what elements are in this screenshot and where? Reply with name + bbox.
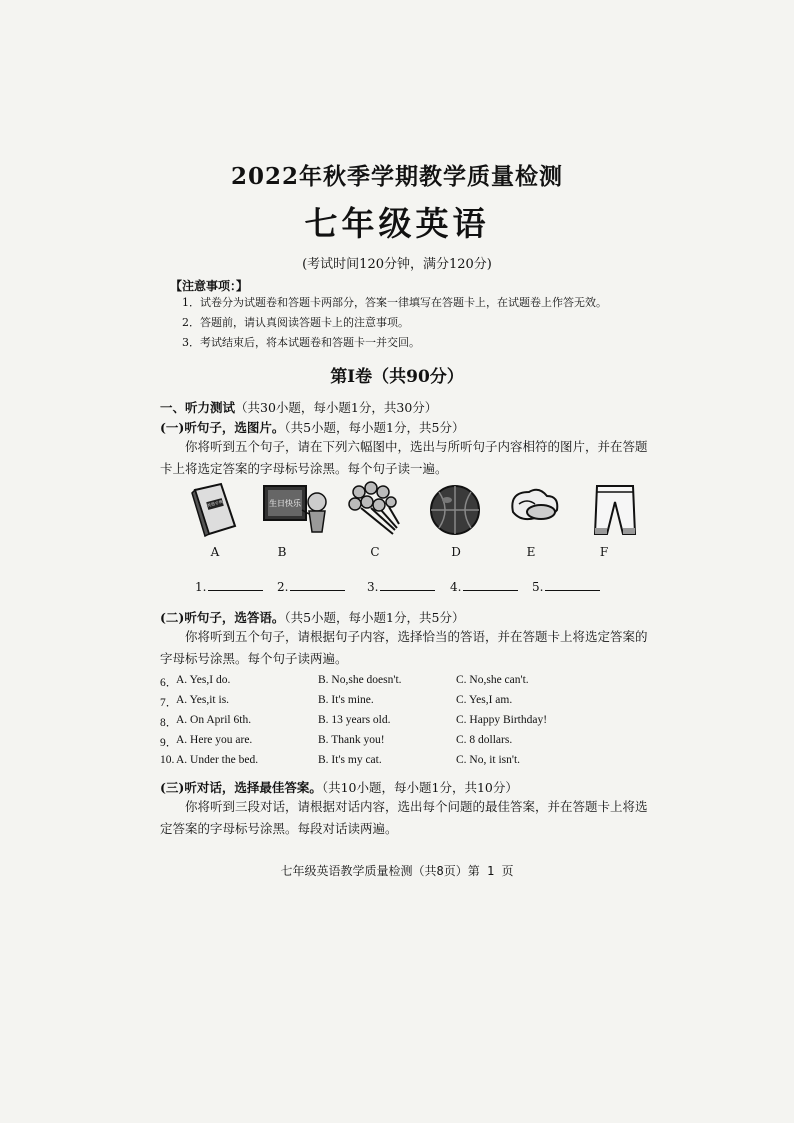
option-a[interactable]: A. Yes,I do.: [176, 674, 231, 686]
picture-label-e: E: [526, 545, 536, 559]
option-a[interactable]: A. Under the bed.: [176, 754, 259, 766]
note-item-3: 3．考试结束后，将本试题卷和答题卡一并交回。: [182, 336, 420, 349]
answer-blank-1[interactable]: 1.: [195, 580, 263, 594]
option-b[interactable]: B. 13 years old.: [318, 714, 391, 726]
sub-2-instruction: 你将听到五个句子，请根据句子内容，选择恰当的答语，并在答题卡上将选定答案的字母标号涂黑。每个句子读两遍。: [160, 629, 648, 666]
dictionary-book-icon: [185, 480, 245, 540]
picture-label-d: D: [451, 545, 461, 559]
exam-info: (考试时间120分钟，满分120分): [302, 257, 492, 272]
hat-icon: [505, 480, 565, 540]
sub-2-title: (二)听句子，选答语。: [160, 610, 285, 625]
picture-label-f: F: [599, 545, 609, 559]
picture-label-b: B: [277, 545, 287, 559]
sub-3-heading: [160, 778, 518, 796]
answer-blank-3[interactable]: 3.: [367, 580, 435, 594]
option-a[interactable]: A. Here you are.: [176, 734, 253, 746]
trousers-icon: [585, 480, 645, 540]
option-b[interactable]: B. It's my cat.: [318, 754, 382, 766]
sub-1-instruction: 你将听到五个句子，请在下列六幅图中，选出与所听句子内容相符的图片，并在答题卡上将选定答案的字母标号涂黑。每个句子读一遍。: [160, 439, 648, 476]
picture-label-a: A: [210, 545, 220, 559]
question-row: 9． A. Here you are. B. Thank you! C. 8 dollars.: [160, 734, 513, 749]
exam-subject: 七年级英语: [304, 204, 490, 243]
picture-options: [180, 480, 640, 570]
sub-3-info: （共10小题，每小题1分，共10分）: [321, 780, 518, 795]
picture-label-c: C: [370, 545, 380, 559]
sub-3-title: (三)听对话，选择最佳答案。: [160, 780, 322, 795]
section-1-heading: [160, 398, 437, 416]
section-1-title: 一、听力测试: [160, 400, 236, 415]
option-c[interactable]: C. 8 dollars.: [456, 734, 513, 746]
exam-title: 2022年秋季学期教学质量检测: [230, 163, 563, 190]
question-row: 10. A. Under the bed. B. It's my cat. C. No, it isn't.: [160, 754, 521, 766]
sub-1-title: (一)听句子，选图片。: [160, 420, 285, 435]
question-row: 6． A. Yes,I do. B. No,she doesn't. C. No,she can't.: [160, 674, 529, 689]
question-row: 8． A. On April 6th. B. 13 years old. C. Happy Birthday!: [160, 714, 548, 729]
part-heading: 第Ⅰ卷（共90分）: [330, 367, 464, 387]
option-a[interactable]: A. On April 6th.: [176, 714, 252, 726]
option-a[interactable]: A. Yes,it is.: [176, 694, 230, 706]
page-footer: 七年级英语教学质量检测（共8页）第 1 页: [280, 864, 514, 878]
option-c[interactable]: C. No,she can't.: [456, 674, 529, 686]
option-c[interactable]: C. No, it isn't.: [456, 754, 521, 766]
section-1-info: （共30小题，每小题1分，共30分）: [235, 400, 438, 415]
note-item-1: 1．试卷分为试题卷和答题卡两部分，答案一律填写在答题卡上，在试题卷上作答无效。: [182, 296, 607, 309]
answer-blank-5[interactable]: 5.: [532, 580, 600, 594]
option-b[interactable]: B. It's mine.: [318, 694, 374, 706]
note-item-2: 2．答题前，请认真阅读答题卡上的注意事项。: [182, 316, 409, 329]
sub-2-info: （共5小题，每小题1分，共5分）: [284, 610, 465, 625]
answer-blank-4[interactable]: 4.: [450, 580, 518, 594]
flower-bouquet-icon: [345, 480, 405, 540]
birthday-card-icon: [262, 480, 322, 540]
book-cover-text: 英语字典: [206, 499, 224, 509]
question-row: 7． A. Yes,it is. B. It's mine. C. Yes,I am.: [160, 694, 513, 709]
sub-3-instruction: 你将听到三段对话，请根据对话内容，选出每个问题的最佳答案，并在答题卡上将选定答案的字母标号涂黑。每段对话读两遍。: [160, 799, 648, 836]
option-b[interactable]: B. Thank you!: [318, 734, 385, 746]
card-text: 生日快乐: [269, 499, 301, 508]
notes-heading: 【注意事项：】: [170, 279, 249, 293]
answer-blank-2[interactable]: 2.: [277, 580, 345, 594]
basketball-icon: [425, 480, 485, 540]
option-b[interactable]: B. No,she doesn't.: [318, 674, 402, 686]
sub-1-heading: [160, 418, 464, 436]
option-c[interactable]: C. Happy Birthday!: [456, 714, 548, 726]
option-c[interactable]: C. Yes,I am.: [456, 694, 513, 706]
sub-1-info: （共5小题，每小题1分，共5分）: [284, 420, 465, 435]
sub-2-heading: [160, 608, 464, 626]
